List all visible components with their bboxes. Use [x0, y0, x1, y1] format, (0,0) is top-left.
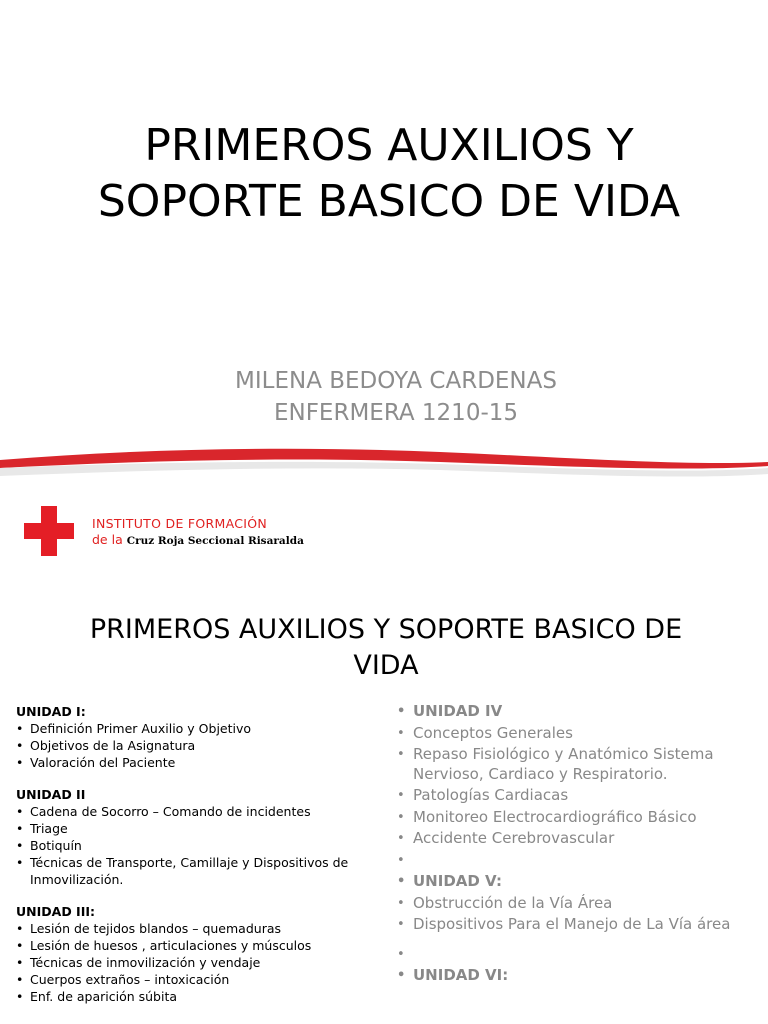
- list-item: • Objetivos de la Asignatura: [16, 737, 366, 754]
- left-column: [16, 704, 366, 1021]
- list-item: • Triage: [16, 820, 366, 837]
- list-item: • Patologías Cardiacas: [397, 786, 737, 806]
- red-cross-icon: [24, 506, 74, 556]
- list-item: • Repaso Fisiológico y Anatómico Sistema Nervioso, Cardiaco y Respiratorio.: [397, 745, 737, 784]
- list-item: • Técnicas de Transporte, Camillaje y Dispositivos de Inmovilización.: [16, 854, 366, 888]
- list-item: • Conceptos Generales: [397, 724, 737, 744]
- list-item: • Accidente Cerebrovascular: [397, 829, 737, 849]
- unit-list: [16, 720, 366, 771]
- list-item: • Enf. de aparición súbita: [16, 988, 366, 1005]
- author-name: MILENA BEDOYA CARDENAS: [235, 368, 557, 394]
- author-title: ENFERMERA 1210-15: [273, 400, 519, 426]
- title-line-2: SOPORTE BASICO DE VIDA: [97, 176, 681, 227]
- list-item: • Botiquín: [16, 837, 366, 854]
- title-line-1: PRIMEROS AUXILIOS Y: [144, 120, 634, 171]
- list-item: • Cuerpos extraños – intoxicación: [16, 971, 366, 988]
- list-item: • Definición Primer Auxilio y Objetivo: [16, 720, 366, 737]
- unit-heading: • UNIDAD VI:: [397, 966, 737, 986]
- institute-logo-text: [92, 516, 304, 549]
- content-title-line-2: VIDA: [353, 650, 419, 681]
- list-item: • Obstrucción de la Vía Área: [397, 894, 737, 914]
- list-item: • Lesión de tejidos blandos – quemaduras: [16, 920, 366, 937]
- right-unit-list: [397, 702, 737, 986]
- logo-line-1: INSTITUTO DE FORMACIÓN: [92, 516, 268, 531]
- red-swoosh-decoration: [0, 440, 768, 490]
- unit-heading: • UNIDAD V:: [397, 872, 737, 892]
- unit-heading: UNIDAD II: [16, 787, 86, 802]
- list-item: • Cadena de Socorro – Comando de incidentes: [16, 803, 366, 820]
- content-slide-title: [0, 612, 768, 684]
- cross-horizontal: [24, 523, 74, 539]
- unit-list: [16, 920, 366, 1005]
- slide-title: [0, 118, 768, 230]
- content-title-line-1: PRIMEROS AUXILIOS Y SOPORTE BASICO DE: [89, 614, 683, 645]
- list-item: • Dispositivos Para el Manejo de La Vía área: [397, 915, 737, 935]
- logo-line-2: [92, 532, 304, 549]
- unit-heading: • UNIDAD IV: [397, 702, 737, 722]
- list-item-empty: [397, 945, 737, 965]
- logo-org-name: Cruz Roja Seccional Risaralda: [126, 535, 304, 547]
- logo-prefix: de la: [92, 532, 123, 547]
- list-item: • Técnicas de inmovilización y vendaje: [16, 954, 366, 971]
- list-item: • Monitoreo Electrocardiográfico Básico: [397, 808, 737, 828]
- list-item: • Valoración del Paciente: [16, 754, 366, 771]
- content-slide: [0, 590, 768, 1024]
- list-item-empty: [397, 851, 737, 871]
- right-column: [397, 702, 737, 988]
- list-item: • Lesión de huesos , articulaciones y músculos: [16, 937, 366, 954]
- unit-list: [16, 803, 366, 888]
- unit-heading: UNIDAD III:: [16, 904, 95, 919]
- author-block: [0, 365, 768, 429]
- unit-heading: UNIDAD I:: [16, 704, 86, 719]
